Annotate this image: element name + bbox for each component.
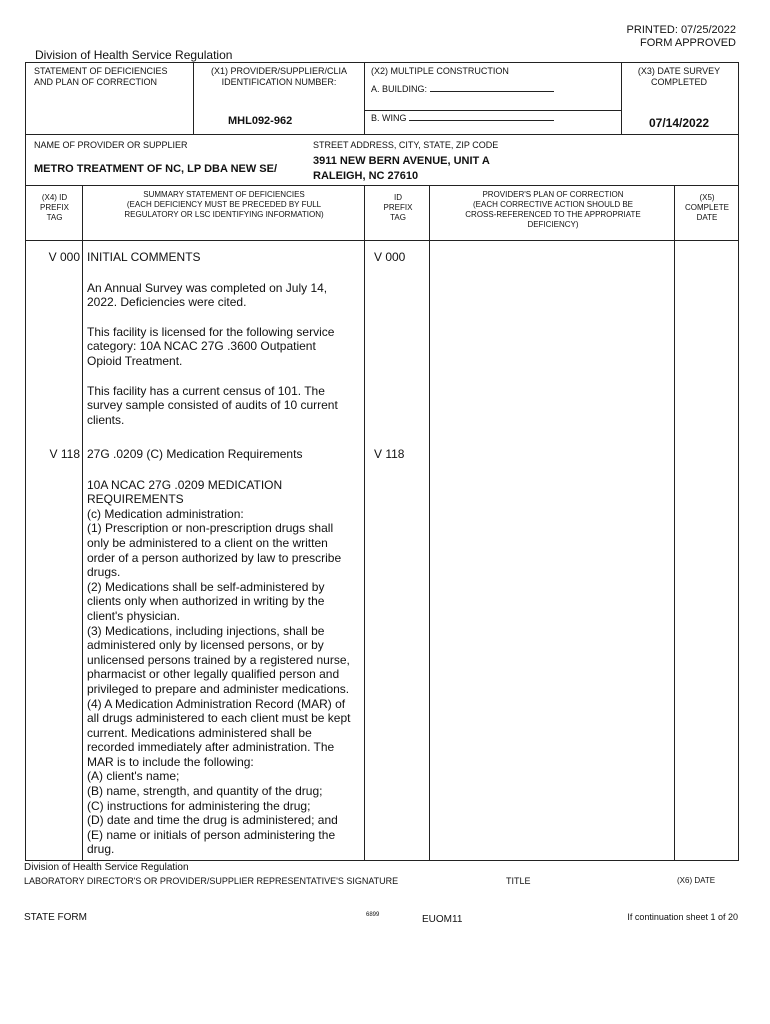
division-title: Division of Health Service Regulation [35,48,233,62]
form-approved: FORM APPROVED [640,37,736,49]
entry-tag: V 118 [49,447,80,461]
statement-label: STATEMENT OF DEFICIENCIES AND PLAN OF CORRECTION [34,66,168,87]
plan-header: PROVIDER'S PLAN OF CORRECTION (EACH CORRECTIVE ACTION SHOULD BE CROSS-REFERENCED TO THE APPROPRIATE DEFICIENCY) [465,190,641,229]
state-form-label: STATE FORM [24,912,87,923]
provider-id: MHL092-962 [228,115,293,127]
initial-comments [87,250,365,441]
x4-header: (X4) ID PREFIX TAG [40,193,69,222]
entry-tag: V 000 [48,250,80,264]
x5-header: (X5) COMPLETE DATE [684,193,729,222]
continuation-sheet: If continuation sheet 1 of 20 [627,912,738,922]
divider [25,185,739,186]
title-label: TITLE [506,876,531,886]
divider [429,185,430,861]
provider-name-label: NAME OF PROVIDER OR SUPPLIER [34,140,188,150]
wing-label [371,113,554,124]
address-label: STREET ADDRESS, CITY, STATE, ZIP CODE [313,140,499,150]
address-line-2: RALEIGH, NC 27610 [313,170,419,182]
divider [193,62,194,134]
address-line-1: 3911 NEW BERN AVENUE, UNIT A [313,155,490,167]
building-label [371,83,554,95]
wing-label-text: B. WING [371,113,407,123]
divider [364,62,365,134]
medication-requirements [87,447,365,857]
form-number: 6899 [366,912,380,918]
entry-title: 27G .0209 (C) Medication Requirements [87,447,303,461]
entry-body: 10A NCAC 27G .0209 MEDICATION REQUIREMENTS (c) Medication administration: (1) Prescription or non-prescription drugs shall only be administered to a client on the written order of a person authorized by law to prescribe drugs. (2) Medications shall be self-administered by clients only when authorized in writing by the client's physician. (3) Medications, including injections, shall be administered only by licensed persons, or by unlicensed persons trained by a registered nurse, pharmacist or other legally qualified person and privileged to prepare and administer medications. (4) A Medication Administration Record (MAR) of all drugs administered to each client must be kept current. Medications administered shall be recorded immediately after administration. The MAR is to include the following: (A) client's name; (B) name, strength, and quantity of the drug; (C) instructions for administering the drug; (D) date and time the drug is administered; and (E) name or initials of person administering the drug. [87,477,351,857]
divider [674,185,675,861]
survey-completed-date: 07/14/2022 [649,116,710,130]
entry-paragraph: This facility is licensed for the following service category: 10A NCAC 27G .3600 Outpatient Opioid Treatment. [87,324,335,368]
divider [25,240,739,241]
date-label: (X6) DATE [677,876,716,885]
entry-id-tag: V 000 [374,250,406,264]
x1-label: (X1) PROVIDER/SUPPLIER/CLIA IDENTIFICATION NUMBER: [210,66,348,87]
divider [364,110,621,111]
provider-name: METRO TREATMENT OF NC, LP DBA NEW SE/ [34,163,278,175]
building-field [430,83,554,92]
x2-label: (X2) MULTIPLE CONSTRUCTION [371,66,509,76]
printed-date: PRINTED: 07/25/2022 [626,24,736,36]
divider [82,185,83,861]
footer-division: Division of Health Service Regulation [24,862,189,873]
summary-header: SUMMARY STATEMENT OF DEFICIENCIES (EACH DEFICIENCY MUST BE PRECEDED BY FULL REGULATORY OR LSC IDENTIFYING INFORMATION) [124,190,324,219]
divider [25,134,739,135]
entry-title: INITIAL COMMENTS [87,250,201,264]
entry-paragraph: An Annual Survey was completed on July 14, 2022. Deficiencies were cited. [87,280,328,310]
wing-field [409,113,554,121]
x3-label: (X3) DATE SURVEY COMPLETED [637,66,721,87]
entry-paragraph: This facility has a current census of 101. The survey sample consisted of audits of 10 current clients. [87,383,338,427]
event-id: EUOM11 [422,914,463,925]
entry-id-tag: V 118 [374,447,405,461]
signature-label: LABORATORY DIRECTOR'S OR PROVIDER/SUPPLIER REPRESENTATIVE'S SIGNATURE [24,876,399,886]
id-header: ID PREFIX TAG [383,193,413,222]
building-label-text: A. BUILDING: [371,84,428,94]
